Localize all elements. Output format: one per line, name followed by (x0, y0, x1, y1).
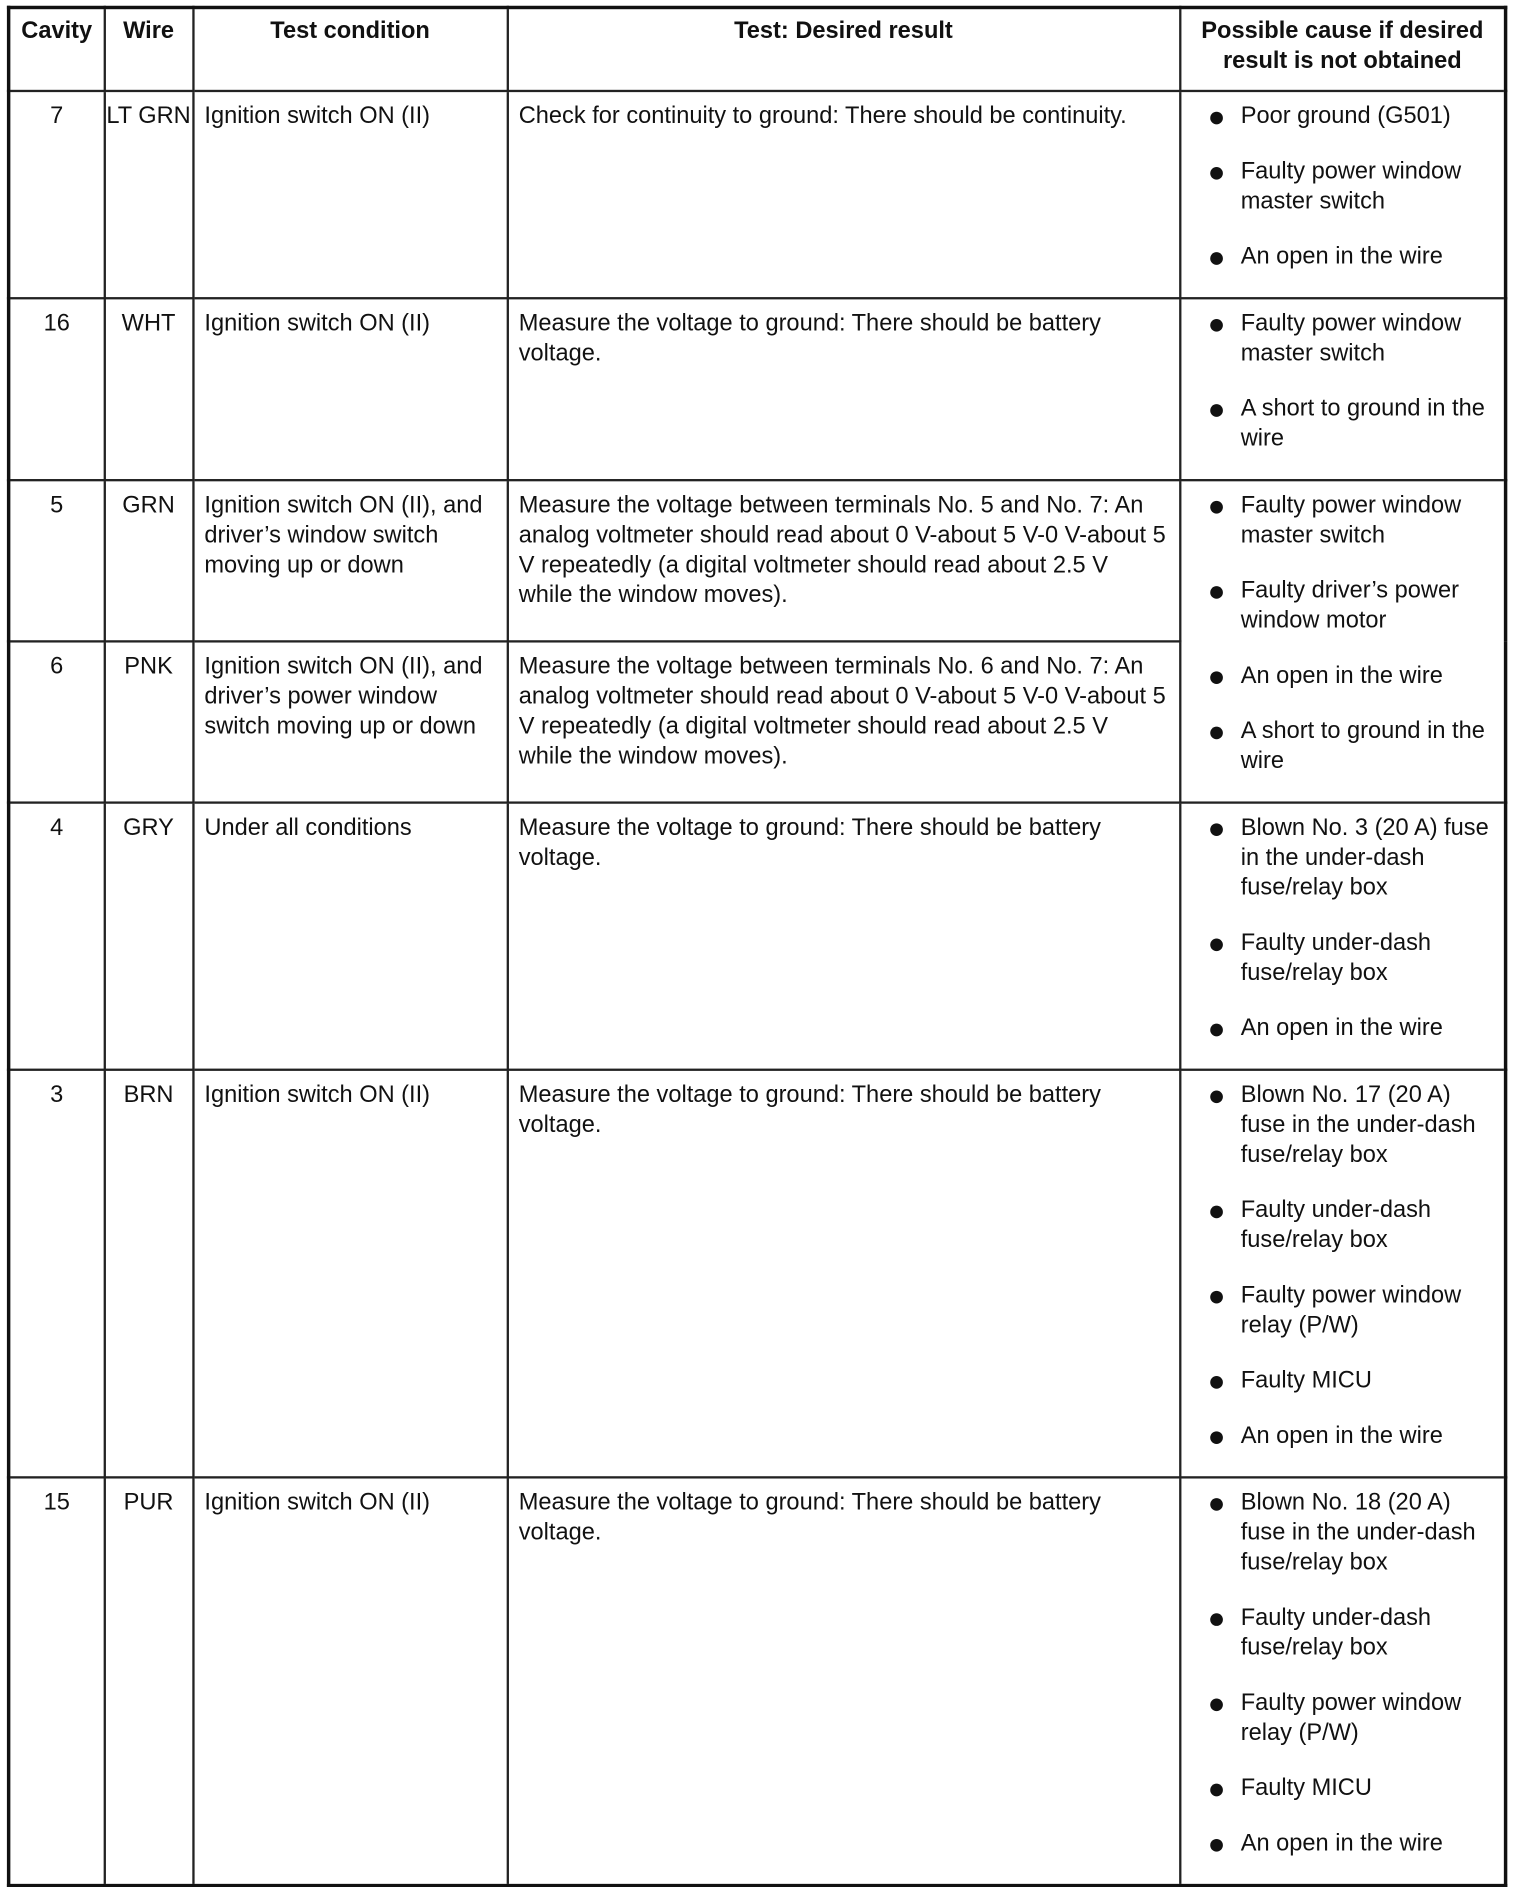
cause-item: A short to ground in the wire (1181, 393, 1499, 453)
cause-cell (1180, 1477, 1506, 1885)
cause-item: Faulty under-dash fuse/relay box (1181, 928, 1499, 988)
wire-cell: GRY (104, 802, 193, 1069)
condition-cell: Ignition switch ON (II) (193, 298, 507, 480)
cavity-cell: 5 (9, 480, 105, 641)
header-cavity: Cavity (9, 7, 105, 90)
cause-cell (1180, 1069, 1506, 1477)
cause-item: Blown No. 3 (20 A) fuse in the under-dash fuse/relay box (1181, 812, 1499, 902)
condition-cell: Ignition switch ON (II), and driver’s window switch moving up or down (193, 480, 507, 641)
wire-cell: BRN (104, 1069, 193, 1477)
table-row (9, 1069, 1506, 1477)
result-cell: Measure the voltage between terminals No. 5 and No. 7: An analog voltmeter should read about 0 V-about 5 V-0 V-about 5 V repeatedly (a digital voltmeter should read about 2.5 V while the window moves). (507, 480, 1179, 641)
wire-cell: PNK (104, 641, 193, 802)
condition-cell: Ignition switch ON (II), and driver’s power window switch moving up or down (193, 641, 507, 802)
cause-cell (1180, 802, 1506, 1069)
cause-item: Faulty power window master switch (1181, 308, 1499, 368)
cause-item: Faulty power window master switch (1181, 156, 1499, 216)
result-cell: Measure the voltage between terminals No. 6 and No. 7: An analog voltmeter should read about 0 V-about 5 V-0 V-about 5 V repeatedly (a digital voltmeter should read about 2.5 V while the window moves). (507, 641, 1179, 802)
condition-cell: Ignition switch ON (II) (193, 90, 507, 297)
cause-list (1181, 299, 1504, 453)
wire-cell: GRN (104, 480, 193, 641)
cause-item: An open in the wire (1181, 660, 1499, 690)
cause-item: Faulty driver’s power window motor (1181, 575, 1499, 635)
header-desired-result: Test: Desired result (507, 7, 1179, 90)
table-row (9, 298, 1506, 480)
cause-item: Faulty power window relay (P/W) (1181, 1280, 1499, 1340)
header-test-condition: Test condition (193, 7, 507, 90)
cause-item: Faulty under-dash fuse/relay box (1181, 1602, 1499, 1662)
cause-item: A short to ground in the wire (1181, 716, 1499, 776)
diagnostic-table (7, 6, 1507, 1887)
cause-item: Poor ground (G501) (1181, 101, 1499, 131)
condition-cell: Under all conditions (193, 802, 507, 1069)
cause-list (1181, 1478, 1504, 1858)
header-wire: Wire (104, 7, 193, 90)
cause-item: An open in the wire (1181, 241, 1499, 271)
result-cell: Measure the voltage to ground: There should be battery voltage. (507, 1477, 1179, 1885)
cause-item: Blown No. 17 (20 A) fuse in the under-dash fuse/relay box (1181, 1080, 1499, 1170)
header-row (9, 7, 1506, 90)
table-row (9, 480, 1506, 641)
result-cell: Measure the voltage to ground: There should be battery voltage. (507, 1069, 1179, 1477)
header-possible-cause: Possible cause if desired result is not obtained (1180, 7, 1506, 90)
cavity-cell: 4 (9, 802, 105, 1069)
condition-cell: Ignition switch ON (II) (193, 1069, 507, 1477)
result-cell: Measure the voltage to ground: There should be battery voltage. (507, 802, 1179, 1069)
cause-item: An open in the wire (1181, 1828, 1499, 1858)
result-cell: Check for continuity to ground: There should be continuity. (507, 90, 1179, 297)
cause-list (1181, 92, 1504, 272)
cause-item: An open in the wire (1181, 1013, 1499, 1043)
result-cell: Measure the voltage to ground: There should be battery voltage. (507, 298, 1179, 480)
wire-cell: PUR (104, 1477, 193, 1885)
table-row (9, 1477, 1506, 1885)
cause-item: An open in the wire (1181, 1420, 1499, 1450)
cavity-cell: 3 (9, 1069, 105, 1477)
table-row (9, 90, 1506, 297)
cause-item: Faulty MICU (1181, 1773, 1499, 1803)
cause-item: Faulty power window master switch (1181, 490, 1499, 550)
cause-list (1181, 1070, 1504, 1450)
cause-cell (1180, 90, 1506, 297)
cavity-cell: 15 (9, 1477, 105, 1885)
cause-list (1181, 803, 1504, 1043)
cause-item: Faulty under-dash fuse/relay box (1181, 1195, 1499, 1255)
wire-cell: WHT (104, 298, 193, 480)
cavity-cell: 16 (9, 298, 105, 480)
cause-list (1181, 481, 1504, 776)
table-row (9, 802, 1506, 1069)
cause-item: Faulty MICU (1181, 1365, 1499, 1395)
cause-cell (1180, 298, 1506, 480)
wire-cell: LT GRN (104, 90, 193, 297)
cause-item: Faulty power window relay (P/W) (1181, 1688, 1499, 1748)
condition-cell: Ignition switch ON (II) (193, 1477, 507, 1885)
cause-cell (1180, 480, 1506, 802)
cavity-cell: 7 (9, 90, 105, 297)
cause-item: Blown No. 18 (20 A) fuse in the under-dash fuse/relay box (1181, 1487, 1499, 1577)
cavity-cell: 6 (9, 641, 105, 802)
